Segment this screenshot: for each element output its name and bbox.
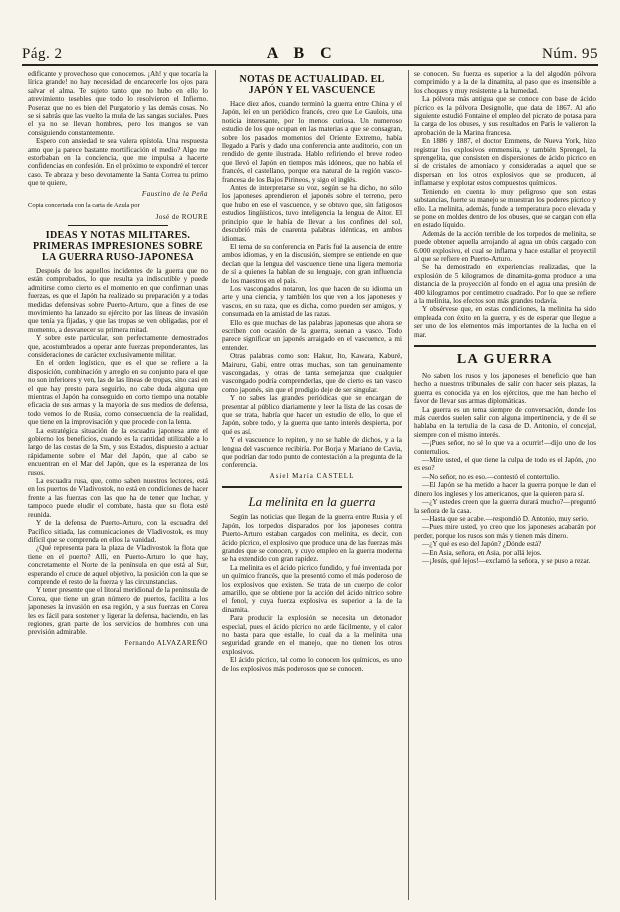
paragraph: Los vascongados notaron, los que hacen de su idioma un arte y una ciencia, y también los que ven a los japoneses y vascos, en su raza, que es dicha, como pueden ser amigos, y consumada en la amistad de las razas. xyxy=(222,284,402,319)
paragraph: En 1886 y 1887, el doctor Emmens, de Nueva York, hizo registrar los explosivos emmensita, y también Sprengel, la sprengelita, que consisten en dispersiones de ácido pícrico en sí de cristales de amoníaco y consideradas a aquel que se dispersan en los otros explosivos que se producen, al inflamarse y explotar estos compuestos químicos. xyxy=(414,137,596,188)
paragraph: Para producir la explosión se necesita un detonador especial, pues el ácido pícrico no arde fácilmente, y el calor no basta para que estalle, lo cual da a la melinita una seguridad grande en el manejo, que no tienen los otros explosivos. xyxy=(222,614,402,656)
paragraph: La melinita es el ácido pícrico fundido, y fué inventada por un químico francés, que la presentó como el más poderoso de los explosivos que existen. Se trata de un cuerpo de color amarillo, que se obtiene por la acción del ácido nítrico sobre el fenol, y cuya fuerza explosiva es superior a la de la dinamita. xyxy=(222,563,402,614)
page-header xyxy=(22,42,598,66)
paragraph: ¿Qué representa para la plaza de Vladivostok la flota que tiene en el puerto? Allí, en Puerto-Arturo lo que hay, concretamente el Norte de la península en que está al Sur, esperando el cruce de aquel objetivo, la posición con la que se comprende el resto de la fuerza y las circunstancias. xyxy=(28,544,208,586)
column-divider xyxy=(215,70,216,900)
paragraph: Además de la acción terrible de los torpedos de melinita, se puede obtener aquella arrojando al agua un obús cargado con 6.000 explosivo, el cual se inflama y hace estallar el proyectil al que se refiere en Puerto-Arturo. xyxy=(414,229,596,263)
masthead-title: A B C xyxy=(266,45,338,62)
paragraph: Y no sabes las grandes periódicas que se encargan de presentar al público diariamente y leer la lista de las cosas de que se trata, habría que hacer un estudio de ello, lo que el Japón, sobre todo, y la guerra que tanto interés despierta, por qué es así. xyxy=(222,394,402,436)
paragraph: La escuadra rusa, que, como saben nuestros lectores, está en los puertos de Vladivostok, no está en condiciones de hacer frente a las fuerzas con las que ha de tener que luchar, y tampoco puede eludir el combate, hasta que su flota esté reunida. xyxy=(28,477,208,519)
column-divider xyxy=(408,70,409,900)
paragraph: —¡Jesús, qué lejos!—exclamó la señora, y se puso a rezar. xyxy=(422,556,591,565)
paragraph: La estratégica situación de la escuadra japonesa ante el gobierno los beneficios, cuando es la cantidad utilizable a lo largo de las costas de la Sm, y sus Estados, dispuesto a actuar rápidamente sobre el Mar del Japón, que al cabo se encuentran en el Mar del Japón, que es la esperanza de los rusos. xyxy=(28,426,208,477)
paragraph: Y sobre este particular, son perfectamente demostrados que, acostumbrados a operar ante fuerzas preponderantes, las consideraciones de carácter exclusivamente militar. xyxy=(28,334,208,359)
issue-number: Núm. 95 xyxy=(542,46,598,62)
paragraph: Antes de interpretarse su voz, según se ha dicho, no sólo los japoneses aprendieron el japonés sobre el terreno, pero que hubo en ese el vascuence, y se obtuvo que, sin fatigosos estudios lingüísticos, tuvo inteligencia la lengua de Aitor. El principio que le había de llevar a los confines del sol, descubrió más de cuarenta palabras idénticas, en ambos idiomas. xyxy=(222,184,402,243)
paragraph: Según las noticias que llegan de la guerra entre Rusia y el Japón, los torpedos disparados por los japoneses contra Puerto-Arturo estaban cargados con melinita, es decir, con ácido pícrico, el explosivo que produce una de las fuerzas más grandes que se conocen, y cuyo empleo en la guerra moderna se ha extendido con gran rapidez. xyxy=(222,513,402,564)
paragraph: Ello es que muchas de las palabras japonesas que ahora se escriben con ocasión de la guerra, suenan a vasco. Todo parece significar un japonés arraigado en el vascuence, a mi entender. xyxy=(222,318,402,352)
paragraph: En el orden logístico, que es el que se refiere a la disposición, combinación y arreglo en su conjunto para el que no son inferiores y ven, las de las líneas de tropas, sino casi en el que hay presto para seguirlo, no cabe duda alguna que mientras el Japón ha conseguido en corto tiempo una notable eficacia de sus armas y la mayoría de sus medios de defensa, todo vemos lo de Rusia, como consecuencia de la realidad, que tiene en la improvisación y que procede con la lenta. xyxy=(28,359,208,427)
paragraph: Y el vascuence lo repiten, y no se hable de dichos, y a la lengua del vascuence recibiría. Por Borja y Mariano de Cavia, que podrían dar todo punto de contestación a la pregunta de la conferencia. xyxy=(222,436,402,470)
paragraph: Y de la defensa de Puerto-Arturo, con la escuadra del Pacífico sitiada, las comunicaciones de Vladivostok, es muy difícil que se comprenda en ellos la vanidad. xyxy=(28,519,208,544)
paragraph: Se ha demostrado en experiencias realizadas, que la explosión de 5 kilogramos de dinamita-goma produce a una distancia de la proyección al fondo en el agua una presión de 400 kilogramos por centímetro cuadrado. Por lo que se refiere a la melinita, los efectos son más grandes todavía. xyxy=(414,263,596,305)
article-heading-melinite: La melinita en la guerra xyxy=(222,486,402,509)
letter-signature: Faustino de la Peña xyxy=(141,189,208,198)
article-signature: Fernando ALVAZAREÑO xyxy=(124,638,208,647)
paragraph: —¿Y qué es eso del Japón? ¿Dónde está? xyxy=(422,540,542,549)
paragraph: edificante y provechoso que conocemos. ¡Ah! y que tocaría la lírica grande! no hay necesidad de encarecerle los ojos para salvar el alma. Te sujeto tanto que no hubo en ello lo atrevimiento tesebles que todo lo resolvieron el Infierno. Poseraz que no es bien del Purgatorio y las demás cosas. No se si sabrás que las vuelto la mula de las sangas suciales. Pues el ya no se llevan hombres, pero los mangos se van consiguiendo constantemente. xyxy=(28,70,208,137)
paragraph: —El Japón se ha metido a hacer la guerra porque le dan el dinero los ingleses y los americanos, que la quieren para sí. xyxy=(414,481,596,498)
paragraph: No saben los rusos y los japoneses el beneficio que han hecho a nuestros tribunales de salir con hacer seis plazas, la guerra es conocida ya en los ejércitos, que me han hecho el favor de llevar sus armas diplomáticas. xyxy=(414,372,596,406)
paragraph: Otras palabras como son: Hakur, Ito, Kawara, Kaburé, Mairuru, Gabi, entre otras muchas, son tan genuinamente vascongadas, y otras de tanta semejanza que cualquier vascongado podría comprenderlas, que de cierto es tan vasco como japonés, sin que el prodigio deje de ser singular. xyxy=(222,352,402,394)
paragraph: —No señor, no es eso.—contestó el contertulio. xyxy=(422,472,560,481)
paragraph: Y obsérvese que, en estas condiciones, la melinita ha sido empleada con éxito en la guerra, y es de esperar que llegue a ser uno de los elementos más importantes de la lucha en el mar. xyxy=(414,305,596,339)
paragraph: Después de los aquellos incidentes de la guerra que no están comprobados, lo que resulta ya indiscutible y puede admitirse como cierto es el momento en que confirman unas fuerzas, es que el Japón ha realizado su preparación y a todas medidas defensivas sobre Puerto-Arturo, que a fines de ese movimiento ha lanzado su ejército por las líneas de invasión que tenía ya fijadas, y que las tropas se ven obligadas, por el momento, a desvanecer su primera mitad. xyxy=(28,266,208,334)
paragraph: —Hasta que se acabe.—respondió D. Antonio, muy serio. xyxy=(422,514,589,523)
article-signature: Asiel María CASTELL xyxy=(269,471,355,480)
paragraph: El tema de su conferencia en París fué la ausencia de entre ambos idiomas, y en la discusión, siempre se entiende en que decían que la lengua del vascuence tiene una ligera memoria de sí a quienes la hablan de su lenguaje, con gran influencia de los maestros en el país. xyxy=(222,242,402,285)
column-right xyxy=(414,70,596,900)
page-number: Pág. 2 xyxy=(22,46,63,62)
paragraph: —En Asia, señora, en Asia, por allá lejos. xyxy=(422,548,542,557)
paragraph: Hace diez años, cuando terminó la guerra entre China y el Japón, leí en un periódico francés, creo que Le Gaulois, una noticia interesante, por lo menos curiosa. Un numeroso estudio de los que ocupan en las materias a que se consagran, sobre los pasados momentos del Oriente Extremo, había llegado a París y dado una conferencia ante auditorio, con un rendido de gente ilustrada. Hablo refiriendo el breve rodeo que llevó el Japón en tiempos más idóneos, que no había el francés, el castellano, porque era natural de la región vasco-francesa de los Bajos Pirineos, y sigo el inglés. xyxy=(222,100,402,184)
column-middle xyxy=(222,70,402,900)
paragraph: La guerra es un tema siempre de conversación, donde los más cuerdos suelen salir con alguna impertinencia, y de él se hablaba en la tertulia de la casa de D. Antonio, el concejal, siempre con el mismo interés. xyxy=(414,405,596,439)
paragraph: Y tener presente que el litoral meridional de la península de Corea, que tiene un gran número de puertos, facilita a los japoneses la invasión en esa región, y a sus fuerzas en Corea les es fácil para sostener y ligerar la defensa, haciendo, en las regiones, gran parte de los servicios de hombres con una previsión admirable. xyxy=(28,586,208,637)
column-left xyxy=(28,70,208,900)
paragraph: Teniendo en cuenta lo muy peligroso que son estas substancias, fuerte su manejo se muestran los poderes pícrico y ello. La melinita, además, funde a temperatura poco elevada y se pone en moldes dentro de los obuses, que se cargan con ella en estado líquido. xyxy=(414,187,596,230)
paragraph: El ácido pícrico, tal como lo conocen los químicos, es uno de los explosivos más poderosos que se conocen. xyxy=(222,656,402,673)
paragraph: se conocen. Su fuerza es superior a la del algodón pólvora comprimido y a la de la dinamita, al paso que es insensible a los choques y muy resistente a la humedad. xyxy=(414,70,596,95)
article-heading-japan-basque: NOTAS DE ACTUALIDAD. EL JAPÓN Y EL VASCUENCE xyxy=(239,74,385,96)
article-heading-la-guerra: LA GUERRA xyxy=(414,345,596,368)
article-heading-military-notes: IDEAS Y NOTAS MILITARES. PRIMERAS IMPRESIONES SOBRE LA GUERRA RUSO-JAPONESA xyxy=(32,229,204,263)
copy-signer: José de ROURE xyxy=(155,212,208,221)
copy-note: Copia concertada con la carta de Azula por xyxy=(28,202,140,210)
paragraph: —¡Pues señor, no sé lo que va a ocurrir!—dijo uno de los contertulios. xyxy=(414,439,596,456)
paragraph: —¿Y ustedes creen que la guerra durará mucho?—preguntó la señora de la casa. xyxy=(414,498,596,515)
paragraph: —Mire usted, el que tiene la culpa de todo es el Japón, ¿no es eso? xyxy=(414,456,596,473)
paragraph: Espero con ansiedad te sea valera epístola. Una respuesta amo que ja parece bastante mortificación el medio? Algo me estorbaban en la conciencia, que me impulsa a hacerte confidencias en confesión. En el próximo te expondré el tercer caso. Te abraza y beso devotamente la Santa Correa tu primo que te quiere, xyxy=(28,137,208,188)
paragraph: —Pues mire usted, yo creo que los japoneses acabarán por perder, porque los rusos son más y tienen más dinero. xyxy=(414,523,596,540)
section-rule xyxy=(68,225,168,226)
paragraph: La pólvora más antigua que se conoce con base de ácido pícrico es la pólvora Designolle, que data de 1867. Al año siguiente estudió Fontaine el empleo del picrato de potasa para la carga de los obuses, y sus resultados en París le valieron la aprobación de la Marina francesa. xyxy=(414,95,596,137)
